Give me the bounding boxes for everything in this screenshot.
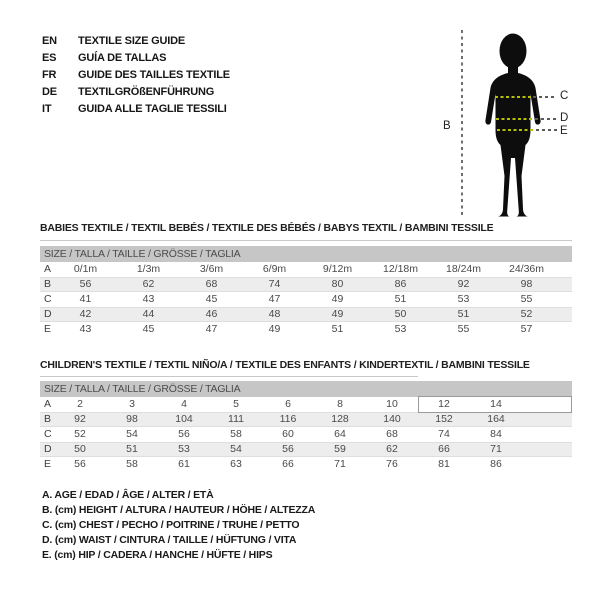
size-cell: 53 — [394, 323, 407, 335]
size-cell: 41 — [79, 293, 92, 305]
size-cell: 49 — [268, 323, 281, 335]
language-row-es — [42, 49, 230, 66]
size-cell: 54 — [230, 443, 242, 455]
size-header-bar: SIZE / TALLA / TAILLE / GRÖSSE / TAGLIA — [40, 381, 572, 397]
size-cell: 58 — [230, 428, 242, 440]
waist-line-label: D — [560, 112, 569, 124]
size-cell: 81 — [438, 458, 450, 470]
size-cell: 50 — [74, 443, 86, 455]
legend-line-hip: E. (cm) HIP / CADERA / HANCHE / HÜFTE / HIPS — [42, 549, 273, 561]
size-cell: 14 — [490, 398, 502, 410]
babies-size-table — [40, 222, 572, 337]
table-rule-line — [40, 240, 572, 241]
size-row-d — [40, 442, 572, 457]
size-cell: 76 — [386, 458, 398, 470]
size-row-d — [40, 307, 572, 322]
hip-measure-line — [497, 129, 534, 131]
size-row-b — [40, 412, 572, 427]
size-cell: 74 — [438, 428, 450, 440]
size-cell: 46 — [205, 308, 218, 320]
table-rule-line — [40, 376, 418, 377]
chest-connector-line — [533, 96, 556, 98]
hip-connector-line — [536, 129, 557, 131]
size-header-bar: SIZE / TALLA / TAILLE / GRÖSSE / TAGLIA — [40, 246, 572, 262]
size-cell: 50 — [394, 308, 407, 320]
language-title: TEXTILGRÖßENFÜHRUNG — [78, 85, 215, 98]
size-cell: 58 — [126, 458, 138, 470]
size-cell: 56 — [74, 458, 86, 470]
row-label: C — [44, 428, 52, 440]
size-cell: 8 — [337, 398, 343, 410]
legend-line-height: B. (cm) HEIGHT / ALTURA / HAUTEUR / HÖHE / ALTEZZA — [42, 504, 316, 516]
row-label: B — [44, 413, 52, 425]
size-cell: 52 — [520, 308, 533, 320]
height-dotted-line — [461, 30, 463, 215]
waist-measure-line — [496, 118, 533, 120]
size-cell: 63 — [230, 458, 242, 470]
row-label: E — [44, 458, 52, 470]
language-code: DE — [42, 85, 57, 98]
size-cell: 6 — [285, 398, 291, 410]
size-cell: 3/6m — [199, 263, 224, 275]
size-row-c — [40, 427, 572, 442]
legend-line-chest: C. (cm) CHEST / PECHO / POITRINE / TRUHE / PETTO — [42, 519, 300, 531]
size-cell: 4 — [181, 398, 187, 410]
size-cell: 45 — [142, 323, 155, 335]
size-cell: 111 — [228, 413, 244, 425]
language-code: IT — [42, 102, 52, 115]
size-cell: 3 — [129, 398, 135, 410]
size-cell: 47 — [268, 293, 281, 305]
size-cell: 84 — [490, 428, 502, 440]
size-cell: 128 — [331, 413, 349, 425]
size-cell: 98 — [126, 413, 138, 425]
row-label: C — [44, 293, 52, 305]
size-cell: 68 — [205, 278, 218, 290]
size-row-e — [40, 457, 572, 472]
size-cell: 92 — [74, 413, 86, 425]
row-label: D — [44, 443, 52, 455]
measurement-diagram — [440, 25, 600, 225]
size-cell: 51 — [457, 308, 470, 320]
size-cell: 52 — [74, 428, 86, 440]
size-cell: 66 — [282, 458, 294, 470]
size-cell: 68 — [386, 428, 398, 440]
hip-line-label: E — [560, 125, 568, 137]
size-cell: 60 — [282, 428, 294, 440]
size-cell: 86 — [394, 278, 407, 290]
language-row-fr — [42, 66, 230, 83]
size-cell: 47 — [205, 323, 218, 335]
language-code: ES — [42, 51, 57, 64]
language-title: GUIDA ALLE TAGLIE TESSILI — [78, 102, 227, 115]
size-cell: 5 — [233, 398, 239, 410]
size-cell: 42 — [79, 308, 92, 320]
row-label: E — [44, 323, 52, 335]
measurement-legend — [42, 488, 315, 563]
size-cell: 44 — [142, 308, 155, 320]
size-cell: 48 — [268, 308, 281, 320]
size-cell: 43 — [142, 293, 155, 305]
size-cell: 92 — [457, 278, 470, 290]
size-cell: 6/9m — [262, 263, 287, 275]
size-cell: 98 — [520, 278, 533, 290]
size-cell: 61 — [178, 458, 190, 470]
size-cell: 56 — [178, 428, 190, 440]
size-cell: 66 — [438, 443, 450, 455]
language-code: FR — [42, 68, 57, 81]
size-cell: 53 — [457, 293, 470, 305]
waist-connector-line — [535, 118, 557, 120]
size-cell: 45 — [205, 293, 218, 305]
language-title: GUIDE DES TAILLES TEXTILE — [78, 68, 230, 81]
children-size-table — [40, 359, 572, 472]
size-row-a — [40, 262, 572, 277]
size-cell: 80 — [331, 278, 344, 290]
legend-line-waist: D. (cm) WAIST / CINTURA / TAILLE / HÜFTUNG / VITA — [42, 534, 297, 546]
children-table-title: CHILDREN'S TEXTILE / TEXTIL NIÑO/A / TEXTILE DES ENFANTS / KINDERTEXTIL / BAMBINI TESSILE — [40, 359, 530, 371]
size-cell: 55 — [457, 323, 470, 335]
size-cell: 62 — [142, 278, 155, 290]
size-cell: 116 — [279, 413, 297, 425]
size-row-b — [40, 277, 572, 292]
size-cell: 71 — [490, 443, 502, 455]
size-cell: 54 — [126, 428, 138, 440]
size-cell: 43 — [79, 323, 92, 335]
language-row-en — [42, 32, 230, 49]
row-label: A — [44, 398, 52, 410]
size-row-c — [40, 292, 572, 307]
size-cell: 164 — [487, 413, 505, 425]
chest-measure-line — [495, 96, 531, 98]
size-cell: 64 — [334, 428, 346, 440]
size-cell: 0/1m — [73, 263, 98, 275]
height-line-label: B — [443, 120, 451, 132]
language-code: EN — [42, 34, 57, 47]
language-row-de — [42, 83, 230, 100]
babies-table-title: BABIES TEXTILE / TEXTIL BEBÉS / TEXTILE DES BÉBÉS / BABYS TEXTIL / BAMBINI TESSILE — [40, 222, 494, 234]
size-cell: 49 — [331, 308, 344, 320]
language-title-list — [42, 32, 230, 117]
size-cell: 24/36m — [508, 263, 545, 275]
size-cell: 59 — [334, 443, 346, 455]
row-label: A — [44, 263, 52, 275]
size-cell: 1/3m — [136, 263, 161, 275]
size-cell: 74 — [268, 278, 281, 290]
size-cell: 10 — [386, 398, 398, 410]
size-cell: 140 — [383, 413, 401, 425]
size-cell: 55 — [520, 293, 533, 305]
size-cell: 9/12m — [322, 263, 353, 275]
size-cell: 86 — [490, 458, 502, 470]
row-label: D — [44, 308, 52, 320]
size-cell: 51 — [126, 443, 138, 455]
language-row-it — [42, 100, 230, 117]
size-cell: 152 — [435, 413, 453, 425]
size-cell: 12 — [438, 398, 450, 410]
size-cell: 56 — [282, 443, 294, 455]
size-cell: 2 — [77, 398, 83, 410]
size-cell: 53 — [178, 443, 190, 455]
size-cell: 56 — [79, 278, 92, 290]
size-cell: 12/18m — [382, 263, 419, 275]
selected-size-box — [418, 396, 572, 413]
size-row-e — [40, 322, 572, 337]
size-cell: 49 — [331, 293, 344, 305]
chest-line-label: C — [560, 90, 569, 102]
size-cell: 104 — [175, 413, 193, 425]
child-silhouette-figure — [477, 28, 553, 223]
size-cell: 18/24m — [445, 263, 482, 275]
language-title: GUÍA DE TALLAS — [78, 51, 167, 64]
size-cell: 62 — [386, 443, 398, 455]
language-title: TEXTILE SIZE GUIDE — [78, 34, 186, 47]
size-cell: 57 — [520, 323, 533, 335]
row-label: B — [44, 278, 52, 290]
size-cell: 51 — [331, 323, 344, 335]
legend-line-age: A. AGE / EDAD / ÂGE / ALTER / ETÀ — [42, 489, 214, 501]
size-cell: 71 — [334, 458, 346, 470]
size-cell: 51 — [394, 293, 407, 305]
